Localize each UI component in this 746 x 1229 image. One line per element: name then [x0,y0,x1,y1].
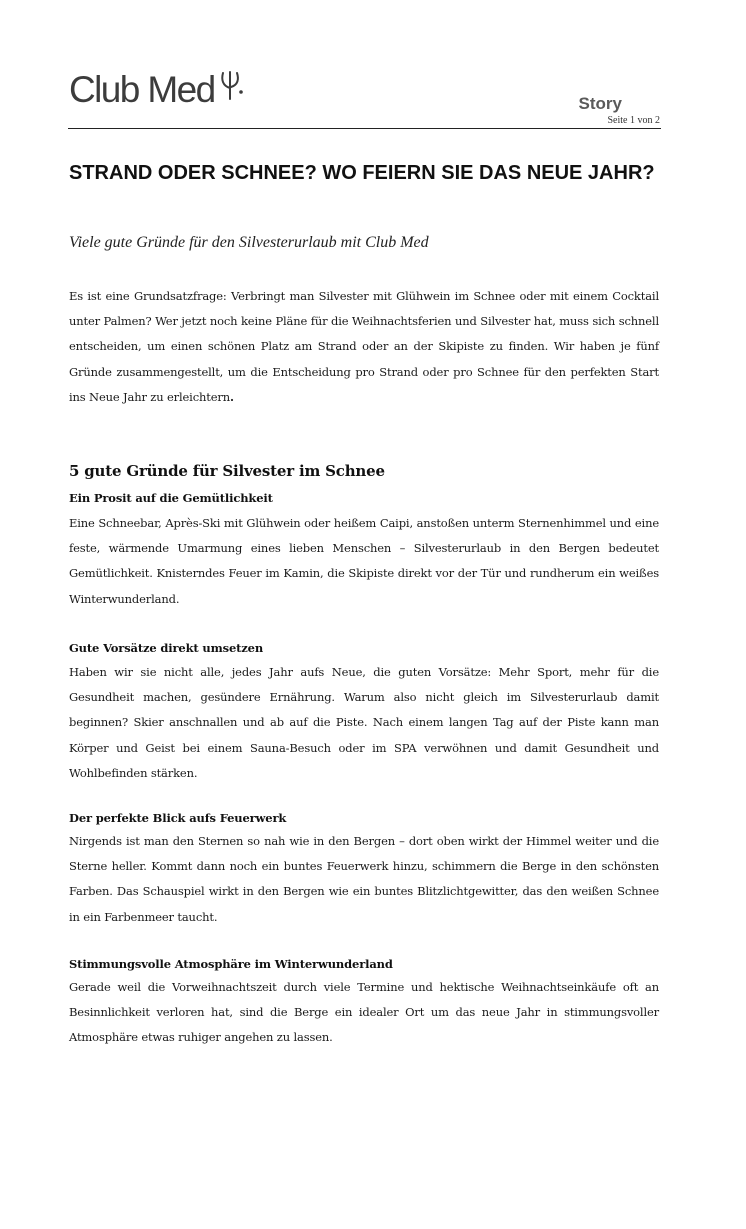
reason-text-1: Eine Schneebar, Après-Ski mit Glühwein oder heißem Caipi, anstoßen unterm Sternenhimmel und eine feste, wärmende Umarmung eines lieben Menschen – Silvesterurlaub in den Bergen bedeutet Gemütlichkeit. Knisterndes Feuer im Kamin, die Skipiste direkt vor der Tür und rundherum ein weißes Winterwunderland. [69,516,659,606]
trident-icon [219,70,245,105]
section-label: Story [578,94,622,113]
logo-wordmark: Club Med [69,69,215,110]
reason-heading-4: Stimmungsvolle Atmosphäre im Winterwunderland [69,957,393,971]
intro-period: . [229,389,234,404]
club-med-logo [69,70,245,110]
reason-text-2: Haben wir sie nicht alle, jedes Jahr aufs Neue, die guten Vorsätze: Mehr Sport, mehr für die Gesundheit machen, gesündere Ernährung. Warum also nicht gleich im Silvesterurlaub damit beginnen? Skier anschnallen und ab auf die Piste. Nach einem langen Tag auf der Piste kann man Körper und Geist bei einem Sauna-Besuch oder im SPA verwöhnen und damit Gesundheit und Wohlbefinden stärken. [69,665,659,780]
section-heading: 5 gute Gründe für Silvester im Schnee [69,462,385,480]
article-subtitle: Viele gute Gründe für den Silvesterurlaub mit Club Med [69,234,429,251]
reason-heading-3: Der perfekte Blick aufs Feuerwerk [69,811,287,825]
reason-text-3: Nirgends ist man den Sternen so nah wie in den Bergen – dort oben wirkt der Himmel weiter und die Sterne heller. Kommt dann noch ein buntes Feuerwerk hinzu, schimmern die Berge in den schönsten Farben. Das Schauspiel wirkt in den Bergen wie ein buntes Blitzlichtgewitter, das den weißen Schnee in ein Farbenmeer taucht. [69,834,659,924]
intro-paragraph [69,284,659,410]
article-title: STRAND ODER SCHNEE? WO FEIERN SIE DAS NEUE JAHR? [69,162,655,184]
reason-heading-1: Ein Prosit auf die Gemütlichkeit [69,491,273,505]
header-divider [68,128,661,129]
intro-text: Es ist eine Grundsatzfrage: Verbringt man Silvester mit Glühwein im Schnee oder mit einem Cocktail unter Palmen? Wer jetzt noch keine Pläne für die Weihnachtsferien und Silvester hat, muss sich schnell entscheiden, um einen schönen Platz am Strand oder an der Skipiste zu finden. Wir haben je fünf Gründe zusammengestellt, um die Entscheidung pro Strand oder pro Schnee für den perfekten Start ins Neue Jahr zu erleichtern [69,289,659,404]
reason-heading-2: Gute Vorsätze direkt umsetzen [69,641,264,655]
page-indicator: Seite 1 von 2 [607,115,660,126]
reason-text-4: Gerade weil die Vorweihnachtszeit durch viele Termine und hektische Weihnachtseinkäufe oft an Besinnlichkeit verloren hat, sind die Berge ein idealer Ort um das neue Jahr in stimmungsvoller Atmosphäre etwas ruhiger angehen zu lassen. [69,980,659,1045]
